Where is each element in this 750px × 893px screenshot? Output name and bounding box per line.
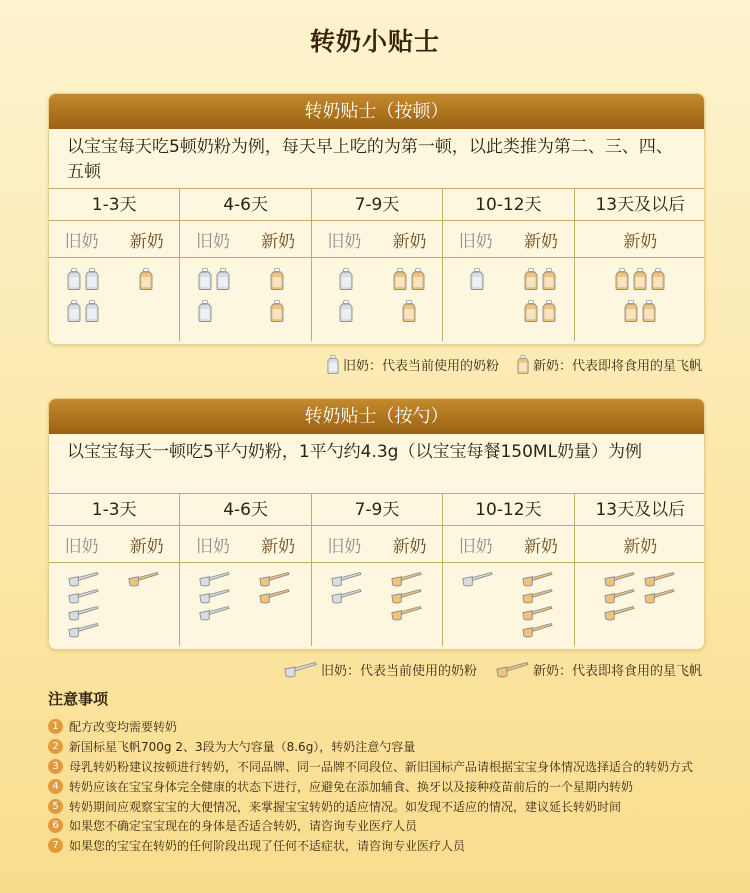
tips-by-scoop-card	[48, 398, 705, 650]
day-range-header: 1-3天	[49, 189, 180, 220]
milk-bottle-icon	[517, 355, 529, 374]
note-text: 如果您不确定宝宝现在的身体是否适合转奶，请咨询专业医疗人员	[69, 819, 418, 834]
day-range-header: 10-12天	[443, 494, 574, 525]
kind-header	[443, 526, 574, 562]
scoop-icon	[67, 571, 99, 588]
note-text: 新国标星飞帆700g 2、3段为大勺容量（8.6g），转奶注意勺容量	[69, 740, 416, 755]
scoop-icon	[390, 605, 422, 622]
schedule-grid	[49, 493, 705, 646]
milk-bottle-icon	[624, 300, 638, 322]
milk-bottle-icon	[85, 300, 99, 322]
scoop-icon	[283, 661, 317, 679]
old-milk-label: 旧奶	[195, 231, 230, 252]
note-item	[48, 717, 708, 737]
scoop-icon	[603, 571, 635, 588]
note-text: 转奶应该在宝宝身体完全健康的状态下进行，应避免在添加辅食、换牙以及接种疫苗前后的一个星期内转奶	[69, 779, 634, 794]
scoop-icon	[67, 588, 99, 605]
scoop-icon	[603, 605, 635, 622]
day-range-header: 7-9天	[312, 494, 443, 525]
kind-header	[312, 221, 443, 257]
card-description: 以宝宝每天一顿吃5平勺奶粉，1平勺约4.3g（以宝宝每餐150ML奶量）为例	[67, 442, 643, 462]
legend-old-text: 旧奶：代表当前使用的奶粉	[320, 664, 477, 679]
note-number-badge: 3	[48, 759, 63, 774]
old-milk-label: 旧奶	[64, 536, 99, 557]
legend-new-text: 新奶：代表即将食用的星飞帆	[532, 664, 702, 679]
milk-bottle-icon	[85, 268, 99, 290]
milk-bottle-icon	[139, 268, 153, 290]
note-item	[48, 757, 708, 777]
days-row	[49, 188, 705, 221]
note-item	[48, 836, 708, 856]
old-milk-label: 旧奶	[195, 536, 230, 557]
new-milk-label: 新奶	[623, 536, 658, 557]
scoop-icon	[198, 605, 230, 622]
kind-row	[49, 221, 705, 257]
scoop-icon	[643, 571, 675, 588]
note-text: 母乳转奶粉建议按顿进行转奶，不同品牌、同一品牌不同段位、新旧国标产品请根据宝宝身体情况选择适合的转奶方式	[69, 759, 694, 774]
old-milk-label: 旧奶	[458, 231, 493, 252]
note-text: 配方改变均需要转奶	[69, 720, 178, 735]
kind-row	[49, 526, 705, 562]
scoop-icon	[67, 622, 99, 639]
scoop-icon	[521, 622, 553, 639]
note-number-badge: 4	[48, 779, 63, 794]
new-milk-label: 新奶	[261, 536, 296, 557]
milk-bottle-icon	[542, 268, 556, 290]
legend-old	[283, 660, 477, 679]
milk-bottle-icon	[198, 268, 212, 290]
icon-cell	[312, 563, 443, 646]
scoop-icon	[198, 588, 230, 605]
milk-bottle-icon	[393, 268, 407, 290]
card-title: 转奶贴士（按顿）	[49, 94, 704, 129]
old-milk-label: 旧奶	[327, 536, 362, 557]
legend-new	[517, 355, 702, 374]
scoop-icon	[495, 661, 529, 679]
icon-cell	[443, 258, 574, 341]
day-range-header: 1-3天	[49, 494, 180, 525]
milk-bottle-icon	[642, 300, 656, 322]
icon-cell	[180, 563, 311, 646]
note-number-badge: 6	[48, 818, 63, 833]
page-title: 转奶小贴士	[309, 27, 440, 56]
milk-bottle-icon	[216, 268, 230, 290]
icon-cell	[575, 563, 705, 646]
milk-bottle-icon	[339, 300, 353, 322]
legend-old-text: 旧奶：代表当前使用的奶粉	[342, 359, 499, 374]
note-item	[48, 737, 708, 757]
icon-cell	[49, 258, 180, 341]
icon-cell	[49, 563, 180, 646]
scoop-icon	[67, 605, 99, 622]
milk-bottle-icon	[542, 300, 556, 322]
day-range-header: 4-6天	[180, 189, 311, 220]
scoop-icon	[258, 588, 290, 605]
day-range-header: 13天及以后	[595, 195, 686, 215]
tips-by-meal-card	[48, 93, 705, 345]
new-milk-label: 新奶	[129, 231, 164, 252]
notes-list	[48, 717, 708, 856]
milk-bottle-icon	[327, 355, 339, 374]
day-range-header: 13天及以后	[595, 500, 686, 520]
card-title: 转奶贴士（按勺）	[49, 399, 704, 434]
note-number-badge: 5	[48, 799, 63, 814]
new-milk-label: 新奶	[261, 231, 296, 252]
new-milk-label: 新奶	[129, 536, 164, 557]
milk-bottle-icon	[411, 268, 425, 290]
milk-bottle-icon	[270, 268, 284, 290]
note-text: 如果您的宝宝在转奶的任何阶段出现了任何不适症状，请咨询专业医疗人员	[69, 839, 466, 854]
kind-header	[575, 221, 705, 257]
milk-bottle-icon	[402, 300, 416, 322]
milk-bottle-icon	[198, 300, 212, 322]
kind-header	[180, 526, 311, 562]
milk-bottle-icon	[633, 268, 647, 290]
old-milk-label: 旧奶	[327, 231, 362, 252]
milk-bottle-icon	[470, 268, 484, 290]
scoop-icon	[603, 588, 635, 605]
kind-header	[443, 221, 574, 257]
icons-row	[49, 562, 705, 646]
milk-bottle-icon	[67, 268, 81, 290]
kind-header	[575, 526, 705, 562]
note-text: 转奶期间应观察宝宝的大便情况，来掌握宝宝转奶的适应情况。如发现不适应的情况，建议延长转奶时间	[69, 799, 622, 814]
scoop-icon	[258, 571, 290, 588]
day-range-header: 4-6天	[180, 494, 311, 525]
new-milk-label: 新奶	[392, 536, 427, 557]
kind-header	[312, 526, 443, 562]
kind-header	[180, 221, 311, 257]
note-item	[48, 776, 708, 796]
legend	[265, 660, 702, 679]
note-number-badge: 7	[48, 838, 63, 853]
icon-cell	[575, 258, 705, 341]
new-milk-label: 新奶	[623, 231, 658, 252]
note-number-badge: 2	[48, 739, 63, 754]
notes-title: 注意事项	[48, 690, 109, 708]
milk-bottle-icon	[339, 268, 353, 290]
scoop-icon	[521, 571, 553, 588]
scoop-icon	[198, 571, 230, 588]
milk-bottle-icon	[270, 300, 284, 322]
milk-bottle-icon	[651, 268, 665, 290]
day-range-header: 7-9天	[312, 189, 443, 220]
icons-row	[49, 257, 705, 341]
milk-bottle-icon	[524, 300, 538, 322]
scoop-icon	[521, 588, 553, 605]
note-item	[48, 816, 708, 836]
day-range-header: 10-12天	[443, 189, 574, 220]
scoop-icon	[643, 588, 675, 605]
icon-cell	[312, 258, 443, 341]
milk-bottle-icon	[615, 268, 629, 290]
milk-bottle-icon	[67, 300, 81, 322]
kind-header	[49, 526, 180, 562]
legend-old	[327, 355, 499, 374]
legend	[309, 355, 702, 374]
note-item	[48, 796, 708, 816]
scoop-icon	[390, 588, 422, 605]
icon-cell	[180, 258, 311, 341]
new-milk-label: 新奶	[392, 231, 427, 252]
card-description: 以宝宝每天吃5顿奶粉为例，每天早上吃的为第一顿，以此类推为第二、三、四、五顿	[67, 137, 673, 182]
days-row	[49, 493, 705, 526]
notes-section	[48, 688, 708, 856]
schedule-grid	[49, 188, 705, 341]
legend-new-text: 新奶：代表即将食用的星飞帆	[532, 359, 702, 374]
icon-cell	[443, 563, 574, 646]
kind-header	[49, 221, 180, 257]
scoop-icon	[390, 571, 422, 588]
new-milk-label: 新奶	[523, 536, 558, 557]
scoop-icon	[461, 571, 493, 588]
scoop-icon	[127, 571, 159, 588]
scoop-icon	[330, 571, 362, 588]
note-number-badge: 1	[48, 719, 63, 734]
old-milk-label: 旧奶	[458, 536, 493, 557]
scoop-icon	[330, 588, 362, 605]
legend-new	[495, 660, 702, 679]
old-milk-label: 旧奶	[64, 231, 99, 252]
scoop-icon	[521, 605, 553, 622]
milk-bottle-icon	[524, 268, 538, 290]
new-milk-label: 新奶	[523, 231, 558, 252]
